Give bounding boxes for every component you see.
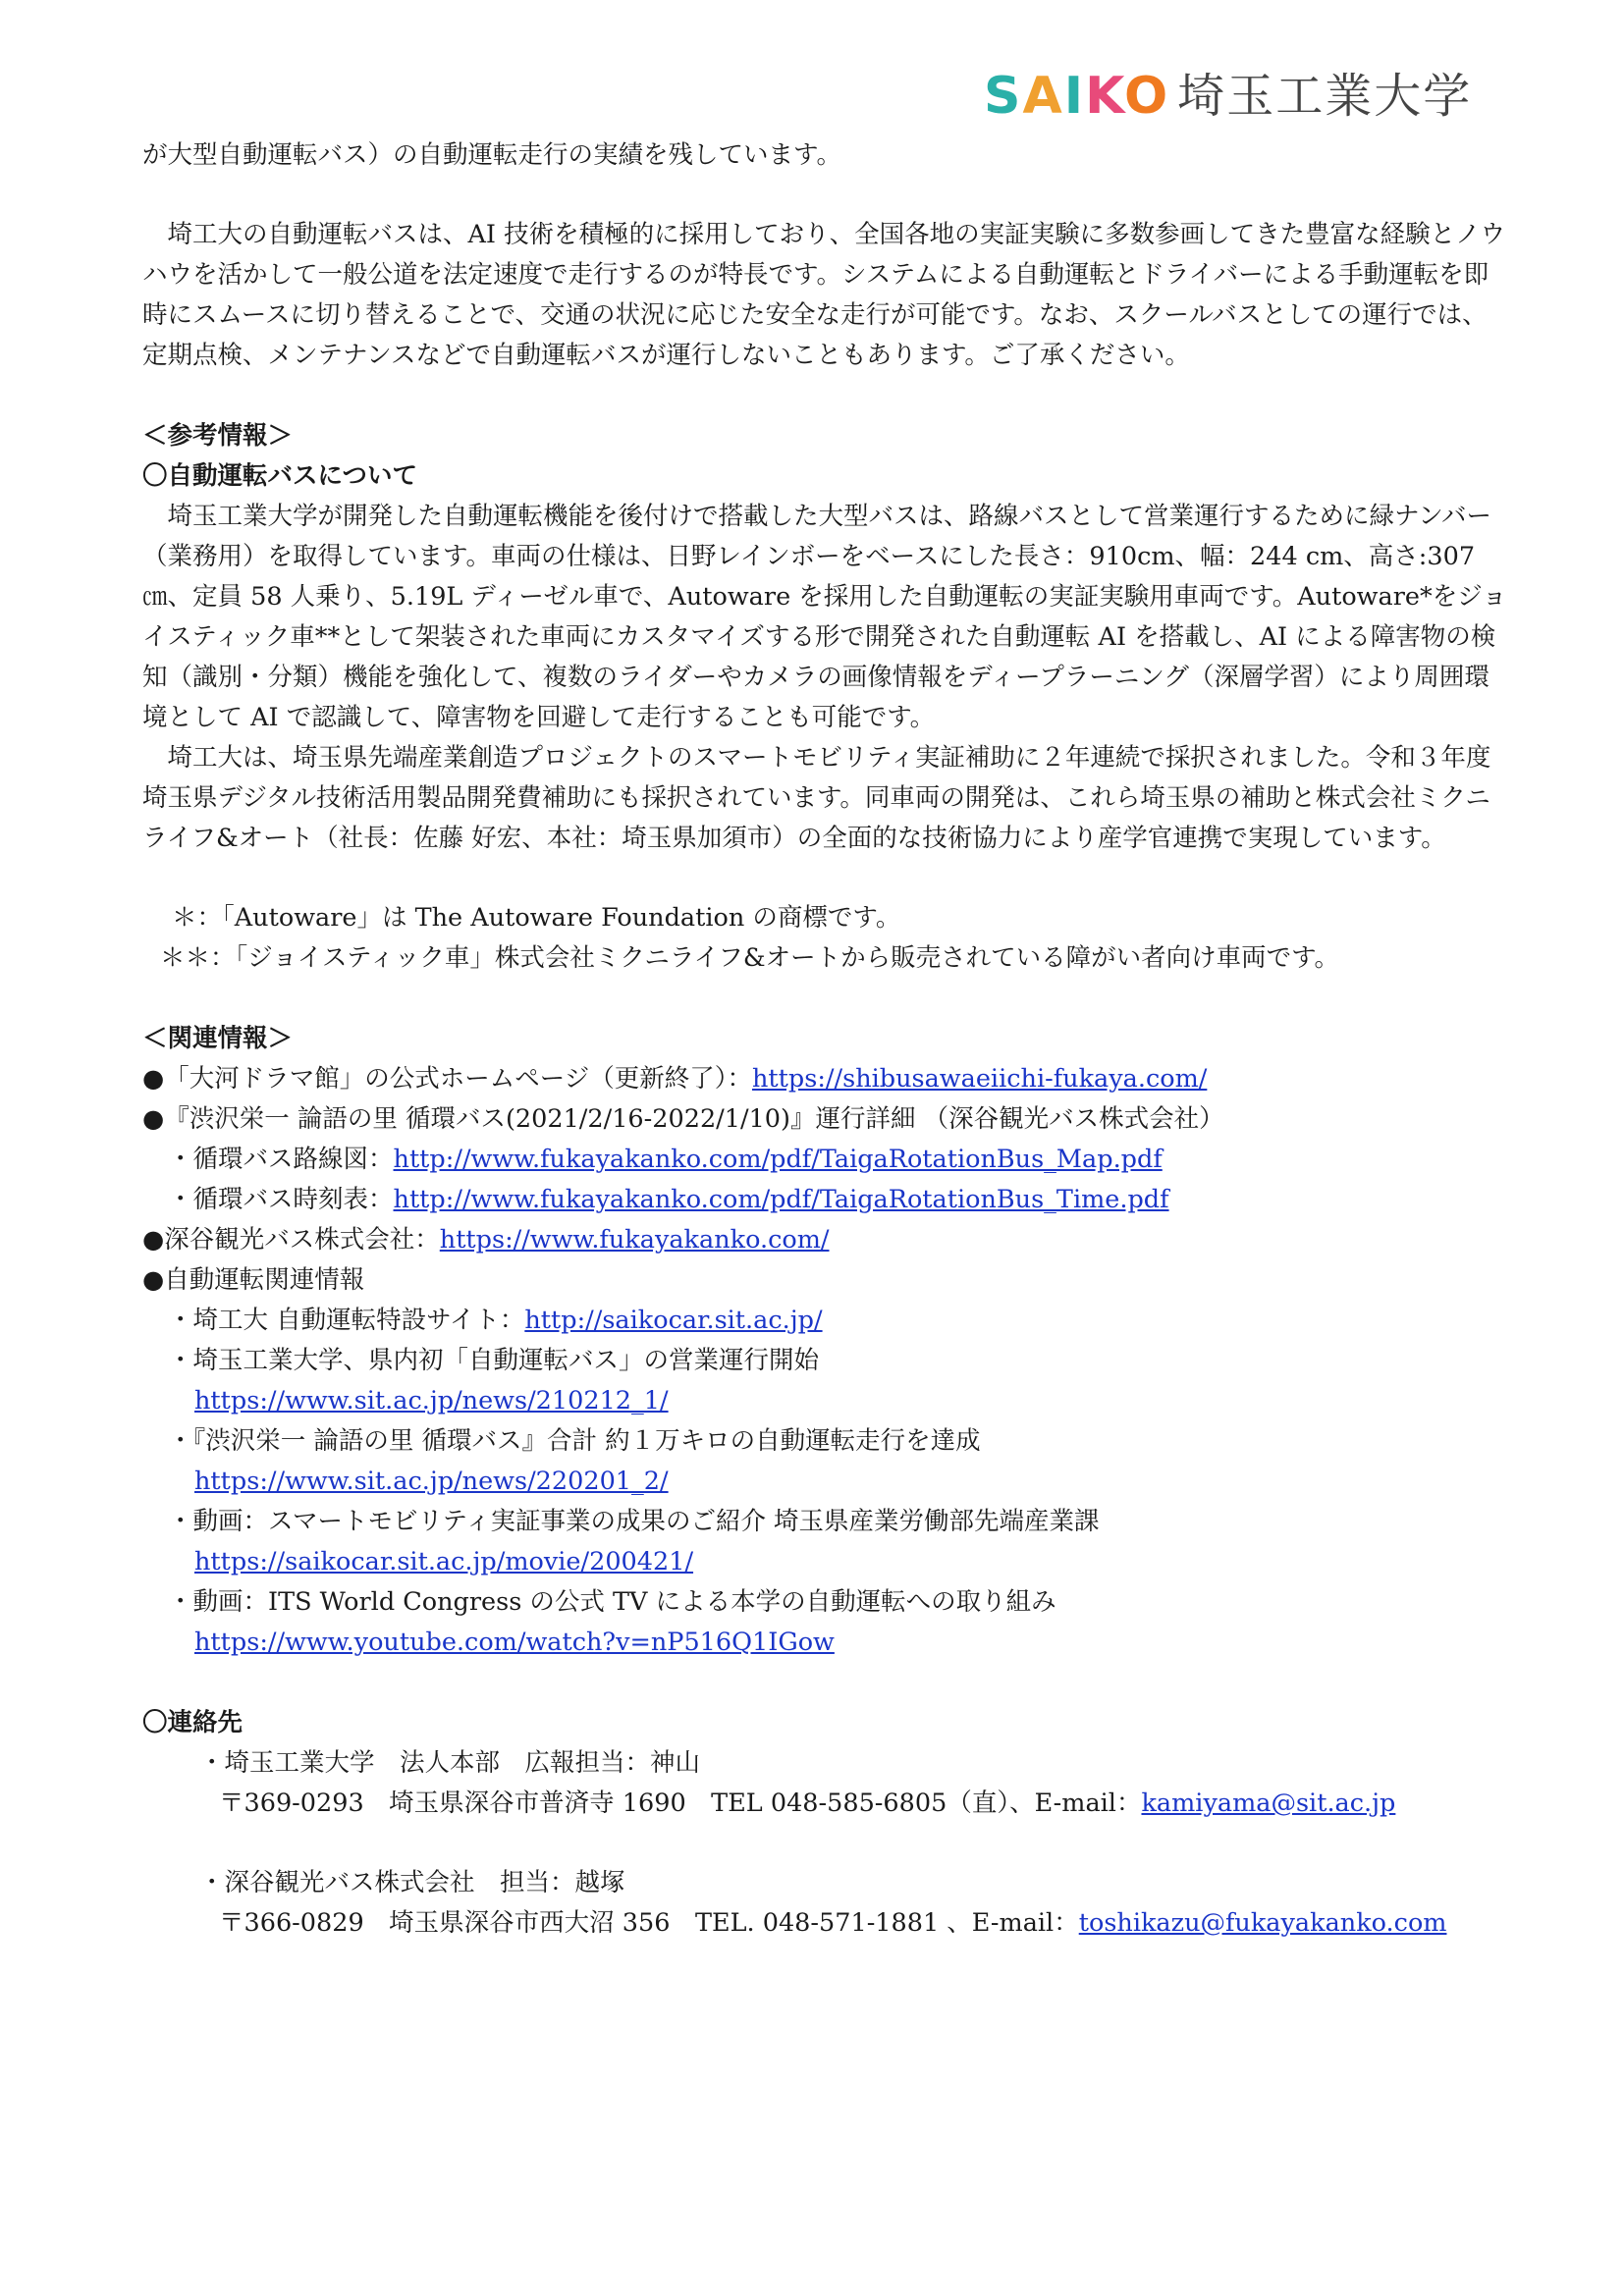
saiko-logo: [984, 67, 1473, 126]
route-map-label: ・循環バス路線図：: [168, 1145, 394, 1174]
related-item-autonomous-info: ●自動運転関連情報: [142, 1265, 365, 1295]
timetable-link[interactable]: http://www.fukayakanko.com/pdf/TaigaRotationBus_Time.pdf: [393, 1185, 1169, 1214]
related-item-drama-hall: [142, 1059, 1507, 1099]
reference-paragraph-1: 埼玉工業大学が開発した自動運転機能を後付けで搭載した大型バスは、路線バスとして営業運行するために緑ナンバー（業務用）を取得しています。車両の仕様は、日野レインボーをベースにした長さ：910cm、幅：244 cm、高さ:307 ㎝、定員 58 人乗り、5.19L ディーゼル車で、Autoware を採用した自動運転の実証実験用車両です。Autoware*をジョイスティック車**として架装された車両にカスタマイズする形で開発された自動運転 AI を搭載し、AI による障害物の検知（識別・分類）機能を強化して、複数のライダーやカメラの画像情報をディープラーニング（深層学習）により周囲環境として AI で認識して、障害物を回避して走行することも可能です。: [142, 502, 1507, 732]
intro-paragraph: 埼工大の自動運転バスは、AI 技術を積極的に採用しており、全国各地の実証実験に多数参画してきた豊富な経験とノウハウを活かして一般公道を法定速度で走行するのが特長です。システムによる自動運転とドライバーによる手動運転を即時にスムースに切り替えることで、交通の状況に応じた安全な走行が可能です。なお、スクールバスとしての運行では、定期点検、メンテナンスなどで自動運転バスが運行しないこともあります。ご了承ください。: [142, 220, 1506, 370]
its-video-link[interactable]: https://www.youtube.com/watch?v=nP516Q1IGow: [194, 1628, 835, 1657]
contact-fukaya-email-link[interactable]: toshikazu@fukayakanko.com: [1078, 1908, 1447, 1938]
smart-mobility-video-link[interactable]: https://saikocar.sit.ac.jp/movie/200421/: [194, 1547, 694, 1576]
related-sub-video-its-url: [142, 1623, 1507, 1663]
related-sub-video-smart-mobility: ・動画：スマートモビリティ実証事業の成果のご紹介 埼玉県産業労働部先端産業課: [168, 1507, 1100, 1536]
contact-sit-email-link[interactable]: kamiyama@sit.ac.jp: [1141, 1789, 1396, 1818]
contact-sit-name: ・埼玉工業大学 法人本部 広報担当：神山: [199, 1748, 701, 1778]
related-heading: ＜関連情報＞: [142, 1024, 294, 1053]
related-item-timetable: [142, 1180, 1507, 1220]
timetable-label: ・循環バス時刻表：: [168, 1185, 394, 1214]
related-item-fukaya-bus: [142, 1220, 1507, 1260]
special-site-link[interactable]: http://saikocar.sit.ac.jp/: [524, 1306, 823, 1335]
related-item-route-map: [142, 1140, 1507, 1180]
contact-heading: 〇連絡先: [142, 1708, 244, 1737]
logo-letter-o: O: [1124, 67, 1170, 126]
related-sub-video-smart-mobility-url: [142, 1542, 1507, 1582]
contact-sit-address: [142, 1784, 1507, 1824]
related-sub-operation-start-url: [142, 1381, 1507, 1421]
footnote-autoware: ＊：「Autoware」は The Autoware Foundation の商標です。: [172, 903, 901, 933]
reference-paragraph-2: 埼工大は、埼玉県先端産業創造プロジェクトのスマートモビリティ実証補助に２年連続で採択されました。令和３年度埼玉県デジタル技術活用製品開発費補助にも採択されています。同車両の開発は、これら埼玉県の補助と株式会社ミクニライフ&オート（社長：佐藤 好宏、本社：埼玉県加須市）の全面的な技術協力により産学官連携で実現しています。: [142, 743, 1491, 853]
related-sub-special-site: [142, 1301, 1507, 1341]
operation-start-link[interactable]: https://www.sit.ac.jp/news/210212_1/: [194, 1386, 669, 1415]
10000km-link[interactable]: https://www.sit.ac.jp/news/220201_2/: [194, 1467, 669, 1496]
contact-sit-address-text: 〒369-0293 埼玉県深谷市普済寺 1690 TEL 048-585-6805（直）、E-mail：: [219, 1789, 1142, 1818]
logo-saiko-mark: [984, 67, 1170, 126]
fukaya-bus-label: ●深谷観光バス株式会社：: [142, 1225, 440, 1255]
contact-fukaya-name: ・深谷観光バス株式会社 担当：越塚: [199, 1868, 625, 1897]
related-item-loop-bus: ●『渋沢栄一 論語の里 循環バス(2021/2/16-2022/1/10)』運行詳細 （深谷観光バス株式会社）: [142, 1104, 1224, 1134]
reference-heading: ＜参考情報＞: [142, 421, 294, 451]
logo-letter-a: A: [1022, 67, 1064, 126]
document-body: [142, 135, 1507, 1944]
intro-continuation: が大型自動運転バス）の自動運転走行の実績を残しています。: [142, 140, 841, 170]
related-sub-10000km-url: [142, 1462, 1507, 1502]
autonomous-bus-subheading: 〇自動運転バスについて: [142, 461, 417, 491]
contact-fukaya-address-text: 〒366-0829 埼玉県深谷市西大沼 356 TEL. 048-571-1881 、E-mail：: [219, 1908, 1079, 1938]
drama-hall-link[interactable]: https://shibusawaeiichi-fukaya.com/: [752, 1064, 1208, 1094]
logo-university-name: 埼玉工業大学: [1177, 69, 1473, 124]
footnote-joystick: ＊＊：「ジョイスティック車」株式会社ミクニライフ&オートから販売されている障がい者向け車両です。: [160, 943, 1340, 973]
contact-fukaya-address: [142, 1903, 1507, 1944]
special-site-label: ・埼工大 自動運転特設サイト：: [168, 1306, 525, 1335]
logo-letter-i: I: [1063, 67, 1086, 126]
related-sub-operation-start: ・埼玉工業大学、県内初「自動運転バス」の営業運行開始: [168, 1346, 820, 1375]
fukaya-bus-link[interactable]: https://www.fukayakanko.com/: [439, 1225, 830, 1255]
logo-letter-k: K: [1085, 67, 1125, 126]
route-map-link[interactable]: http://www.fukayakanko.com/pdf/TaigaRotationBus_Map.pdf: [393, 1145, 1163, 1174]
related-sub-10000km: ・『渋沢栄一 論語の里 循環バス』合計 約１万キロの自動運転走行を達成: [168, 1426, 981, 1456]
related-sub-video-its: ・動画：ITS World Congress の公式 TV による本学の自動運転への取り組み: [168, 1587, 1056, 1617]
logo-letter-s: S: [984, 67, 1023, 126]
related-item-label: ●「大河ドラマ館」の公式ホームページ（更新終了）：: [142, 1064, 752, 1094]
